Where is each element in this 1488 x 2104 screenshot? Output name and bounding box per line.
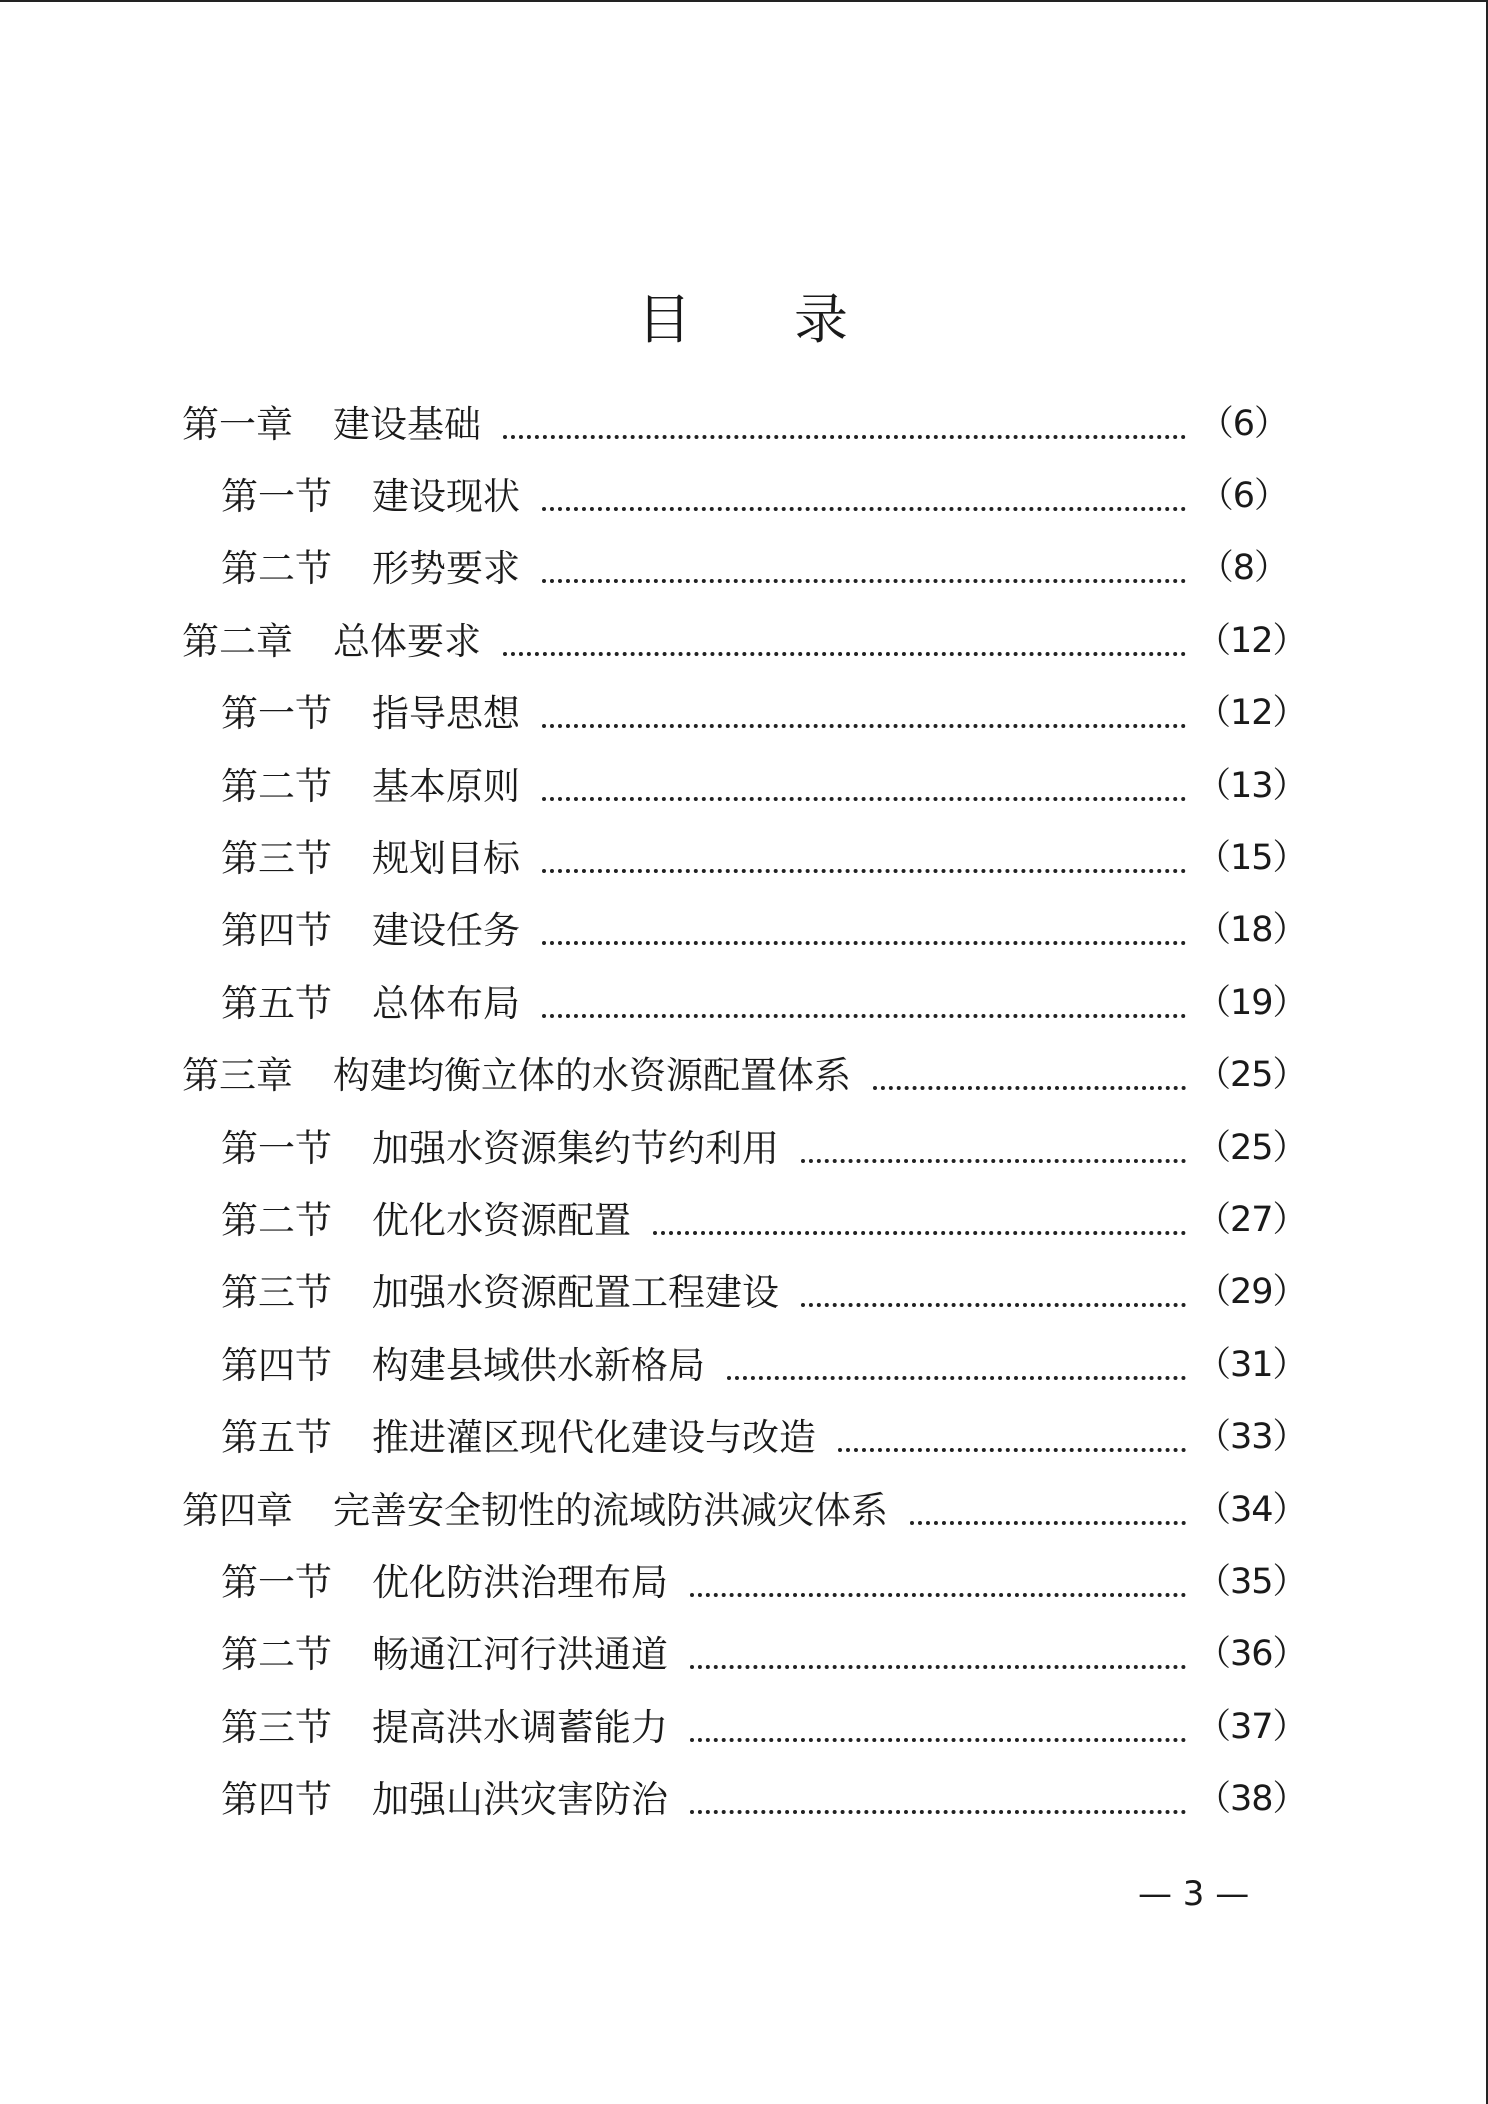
toc-section-entry[interactable]	[0, 1329, 1488, 1401]
section-title: 规划目标	[372, 837, 520, 881]
toc-page-number: （36）	[1196, 1634, 1307, 1675]
toc-section-entry[interactable]	[0, 533, 1488, 605]
dot-leader	[910, 1484, 1186, 1525]
toc-chapter-entry[interactable]	[0, 1040, 1488, 1112]
table-of-contents	[0, 388, 1488, 1836]
toc-title-char-2: 录	[794, 288, 851, 352]
section-number: 第一节	[221, 1560, 332, 1604]
dot-leader	[542, 470, 1186, 511]
dot-leader	[690, 1556, 1186, 1597]
toc-chapter-entry[interactable]	[0, 1474, 1488, 1546]
section-title: 基本原则	[372, 764, 520, 808]
dot-leader	[838, 1411, 1186, 1452]
dot-leader	[503, 615, 1186, 656]
section-number: 第五节	[221, 981, 332, 1025]
toc-title-char-1: 目	[637, 288, 694, 352]
dot-leader	[542, 760, 1186, 801]
toc-section-entry[interactable]	[0, 750, 1488, 822]
section-title: 建设任务	[372, 909, 520, 953]
toc-section-entry[interactable]	[0, 1619, 1488, 1691]
section-number: 第三节	[221, 837, 332, 881]
section-title: 构建县域供水新格局	[372, 1343, 705, 1387]
toc-page-number: （25）	[1196, 1127, 1307, 1168]
dot-leader	[542, 977, 1186, 1018]
toc-section-entry[interactable]	[0, 895, 1488, 967]
dot-leader	[873, 1049, 1186, 1090]
section-number: 第一节	[221, 692, 332, 736]
section-number: 第四节	[221, 909, 332, 953]
toc-chapter-entry[interactable]	[0, 388, 1488, 460]
section-title: 建设现状	[372, 475, 520, 519]
toc-page-number: （8）	[1198, 548, 1288, 589]
section-number: 第四节	[221, 1343, 332, 1387]
toc-page-number: （12）	[1196, 620, 1307, 661]
dot-leader	[542, 904, 1186, 945]
toc-page-number: （34）	[1196, 1489, 1307, 1530]
section-number: 第一节	[221, 1126, 332, 1170]
section-number: 第四节	[221, 1778, 332, 1822]
toc-page-number: （35）	[1196, 1561, 1307, 1602]
dot-leader	[503, 398, 1186, 439]
section-title: 加强水资源集约节约利用	[372, 1126, 779, 1170]
toc-section-entry[interactable]	[0, 822, 1488, 894]
toc-section-entry[interactable]	[0, 1691, 1488, 1763]
toc-page-number: （29）	[1196, 1272, 1307, 1313]
dot-leader	[801, 1266, 1186, 1307]
toc-page-number: （38）	[1196, 1779, 1307, 1820]
toc-title	[0, 284, 1488, 356]
section-number: 第二节	[221, 1633, 332, 1677]
section-title: 畅通江河行洪通道	[372, 1633, 668, 1677]
chapter-title: 完善安全韧性的流域防洪减灾体系	[333, 1488, 888, 1532]
toc-section-entry[interactable]	[0, 1763, 1488, 1835]
toc-section-entry[interactable]	[0, 1112, 1488, 1184]
section-number: 第三节	[221, 1705, 332, 1749]
toc-page-number: （37）	[1196, 1706, 1307, 1747]
section-title: 优化水资源配置	[372, 1198, 631, 1242]
dot-leader	[542, 687, 1186, 728]
toc-section-entry[interactable]	[0, 1401, 1488, 1473]
section-title: 加强山洪灾害防治	[372, 1778, 668, 1822]
toc-page-number: （12）	[1196, 693, 1307, 734]
section-number: 第二节	[221, 547, 332, 591]
toc-chapter-entry[interactable]	[0, 605, 1488, 677]
chapter-number: 第三章	[182, 1054, 293, 1098]
toc-section-entry[interactable]	[0, 1257, 1488, 1329]
toc-page-number: （13）	[1196, 765, 1307, 806]
toc-page-number: （6）	[1198, 403, 1288, 444]
toc-section-entry[interactable]	[0, 678, 1488, 750]
toc-page-number: （15）	[1196, 838, 1307, 879]
top-border-line	[0, 0, 1488, 2]
chapter-number: 第一章	[182, 402, 293, 446]
toc-page-number: （31）	[1196, 1344, 1307, 1385]
toc-section-entry[interactable]	[0, 967, 1488, 1039]
dot-leader	[690, 1628, 1186, 1669]
section-number: 第二节	[221, 764, 332, 808]
dot-leader	[690, 1701, 1186, 1742]
toc-section-entry[interactable]	[0, 460, 1488, 532]
toc-section-entry[interactable]	[0, 1184, 1488, 1256]
chapter-title: 总体要求	[333, 619, 481, 663]
toc-page-number: （33）	[1196, 1417, 1307, 1458]
toc-page-number: （18）	[1196, 910, 1307, 951]
section-title: 指导思想	[372, 692, 520, 736]
toc-page-number: （25）	[1196, 1055, 1307, 1096]
dot-leader	[801, 1122, 1186, 1163]
toc-page-number: （6）	[1198, 476, 1288, 517]
chapter-number: 第四章	[182, 1488, 293, 1532]
dot-leader	[690, 1773, 1186, 1814]
section-number: 第五节	[221, 1416, 332, 1460]
section-title: 提高洪水调蓄能力	[372, 1705, 668, 1749]
chapter-number: 第二章	[182, 619, 293, 663]
section-title: 总体布局	[372, 981, 520, 1025]
toc-page-number: （27）	[1196, 1199, 1307, 1240]
toc-page-number: （19）	[1196, 982, 1307, 1023]
section-title: 形势要求	[372, 547, 520, 591]
toc-section-entry[interactable]	[0, 1546, 1488, 1618]
page-number: — 3 —	[1138, 1874, 1250, 1914]
section-title: 优化防洪治理布局	[372, 1560, 668, 1604]
dot-leader	[653, 1194, 1186, 1235]
section-title: 推进灌区现代化建设与改造	[372, 1416, 816, 1460]
chapter-title: 构建均衡立体的水资源配置体系	[333, 1054, 851, 1098]
dot-leader	[542, 832, 1186, 873]
section-number: 第二节	[221, 1198, 332, 1242]
dot-leader	[542, 542, 1186, 583]
section-title: 加强水资源配置工程建设	[372, 1271, 779, 1315]
section-number: 第一节	[221, 475, 332, 519]
dot-leader	[727, 1339, 1186, 1380]
chapter-title: 建设基础	[333, 402, 481, 446]
section-number: 第三节	[221, 1271, 332, 1315]
